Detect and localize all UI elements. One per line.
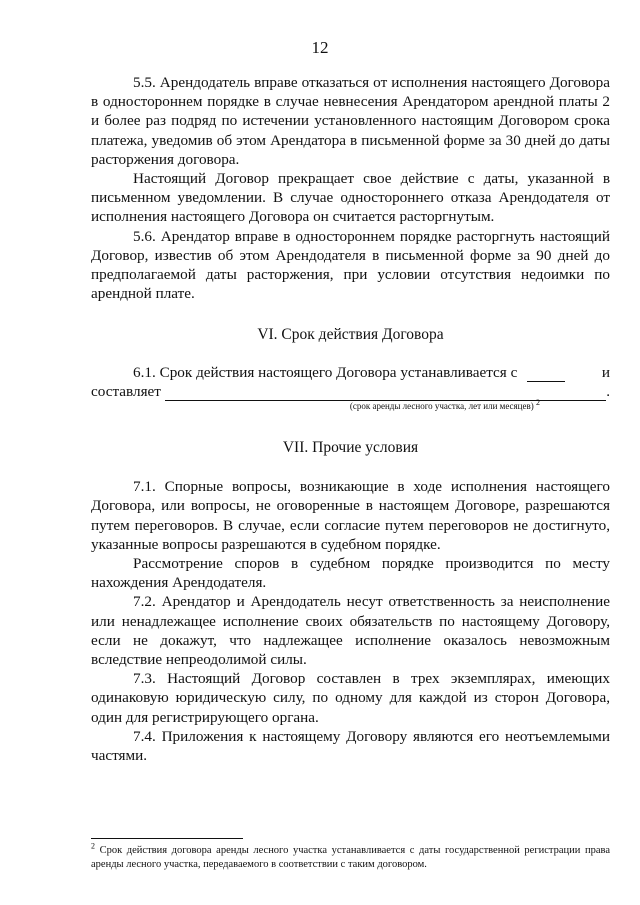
paragraph-6-1-end: . [606, 382, 610, 400]
document-body [91, 73, 610, 765]
lease-term-note: (срок аренды лесного участка, лет или месяцев) $^2$ [349, 398, 540, 412]
paragraph-6-1-lead: 6.1. Срок действия настоящего Договора устанавливается с [133, 363, 518, 381]
footnote-ref: 2 [536, 398, 540, 408]
lease-term-blank[interactable] [165, 386, 606, 401]
paragraph-6-1-line-1 [91, 363, 610, 382]
footnote-mark: 2 [91, 841, 95, 851]
section-6-heading: VI. Срок действия Договора [257, 326, 444, 344]
section-7-heading: VII. Прочие условия [282, 439, 419, 457]
paragraph-7-4: 7.4. Приложения к настоящему Договору являются его неотъемлемыми частями. [91, 727, 610, 765]
paragraph-7-1-continued: Рассмотрение споров в судебном порядке производится по месту нахождения Арендодателя. [91, 555, 610, 592]
page-number: 12 [311, 38, 329, 57]
paragraph-7-2: 7.2. Арендатор и Арендодатель несут ответственность за неисполнение или ненадлежащее исполнение своих обязательств по настоящему Договору, если не докажут, что надлежащее исполнение оказалось невозможным вследствие непреодолимой силы. [91, 593, 610, 669]
start-date-blank[interactable] [527, 367, 565, 382]
paragraph-6-1-second: составляет [91, 382, 161, 400]
paragraph-6-1-and: и [601, 363, 610, 381]
paragraph-5-5-continued: Настоящий Договор прекращает свое действие с даты, указанной в письменном уведомлении. В случае одностороннего отказа Арендодателя от исполнения настоящего Договора он считается расторгнутым. [91, 170, 610, 226]
footnote-separator [91, 838, 243, 839]
paragraph-5-6: 5.6. Арендатор вправе в одностороннем порядке расторгнуть настоящий Договор, известив об этом Арендодателя в письменной форме за 90 дней до предполагаемой даты расторжения, при условии отсутствия недоимки по арендной плате. [91, 227, 610, 303]
paragraph-7-3: 7.3. Настоящий Договор составлен в трех экземплярах, имеющих одинаковую юридическую силу, по одному для каждой из сторон Договора, один для регистрирующего органа. [91, 670, 610, 726]
paragraph-6-1-line-2 [91, 382, 610, 401]
paragraph-7-1: 7.1. Спорные вопросы, возникающие в ходе исполнения настоящего Договора, или вопросы, не оговоренные в настоящем Договоре, разрешаются путем переговоров. В случае, если согласие путем переговоров не достигнуто, указанные вопросы разрешаются в судебном порядке. [91, 478, 610, 553]
footnote [91, 841, 610, 872]
paragraph-5-5: 5.5. Арендодатель вправе отказаться от исполнения настоящего Договора в одностороннем порядке в случае невнесения Арендатором арендной платы 2 и более раз подряд по истечении установленного настоящим Договором срока платежа, уведомив об этом Арендатора в письменной форме за 30 дней до даты расторжения договора. [91, 74, 610, 168]
footnote-text: Срок действия договора аренды лесного участка устанавливается с даты государственной регистрации права аренды лесного участка, передаваемого в соответствии с таким договором. [91, 845, 610, 870]
